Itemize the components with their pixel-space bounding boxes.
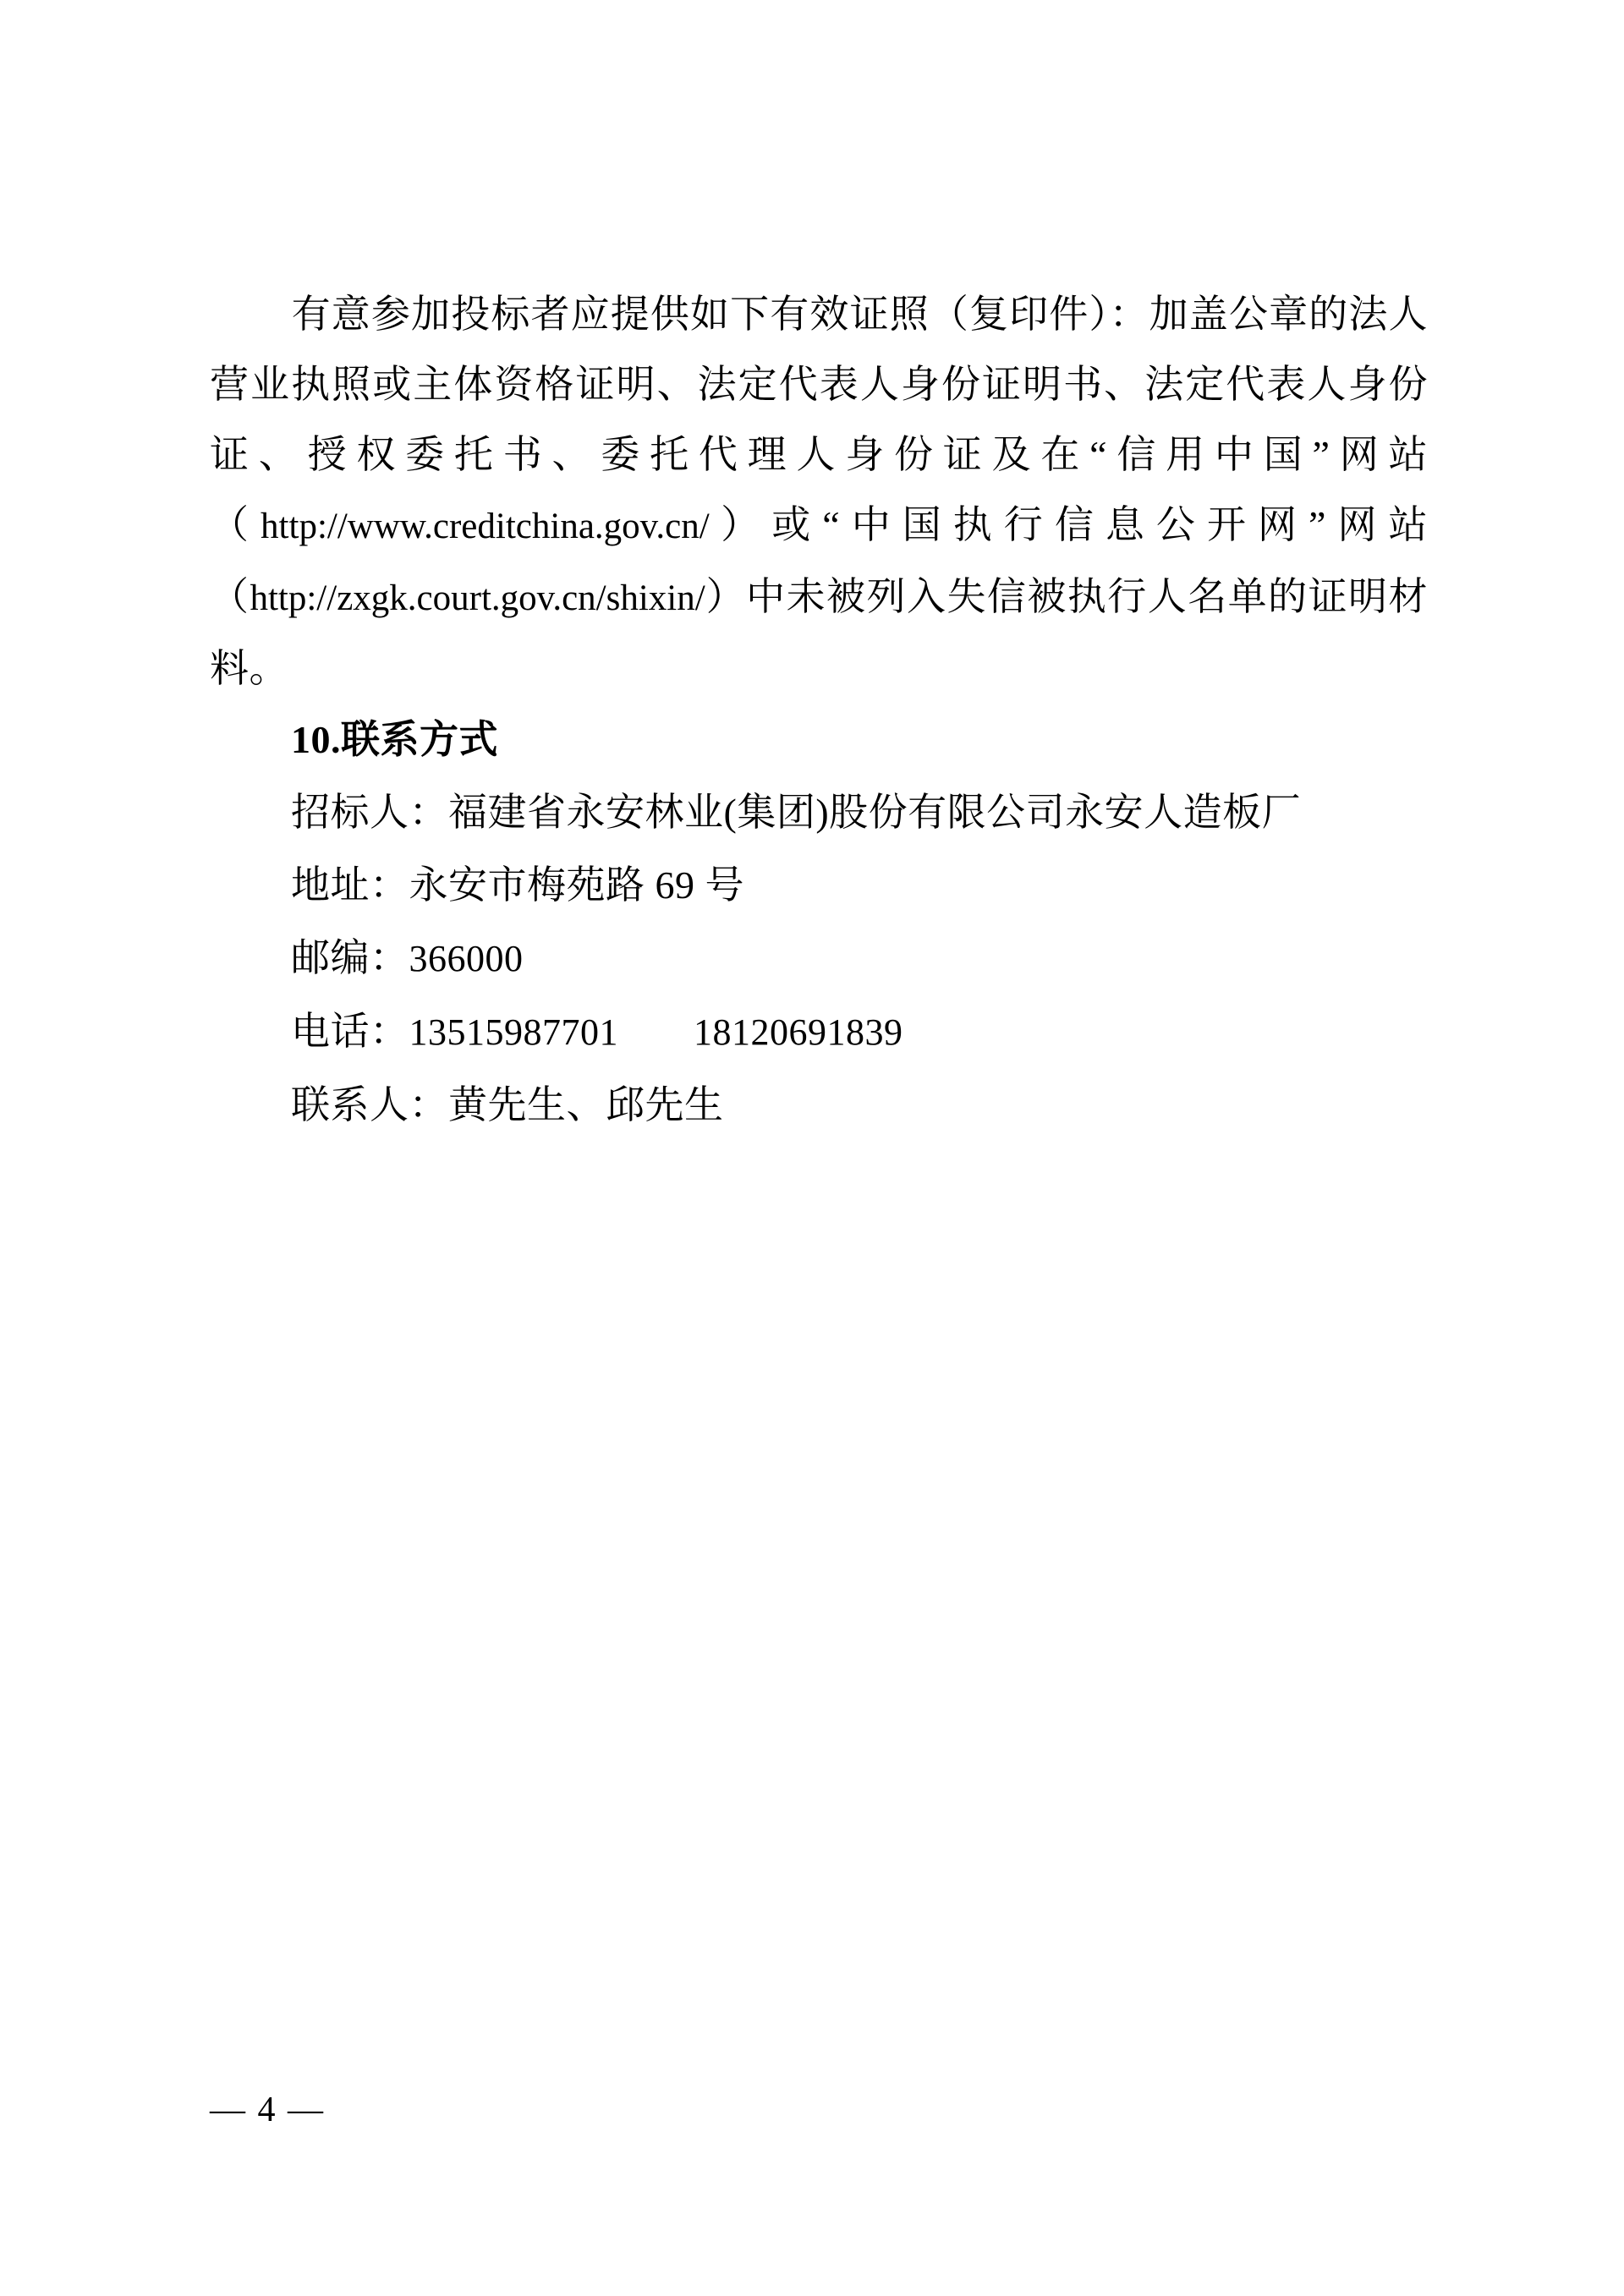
contact-value-tenderer: 福建省永安林业(集团)股份有限公司永安人造板厂 xyxy=(448,791,1302,834)
contact-label-person: 联系人： xyxy=(291,1083,448,1126)
contact-value-address: 永安市梅苑路 69 号 xyxy=(409,863,744,907)
contact-value-phone: 13515987701 18120691839 xyxy=(409,1011,903,1053)
zxgk-court-url: http://zxgk.court.gov.cn/shixin/ xyxy=(250,578,705,618)
section-title-contact: 10.联系方式 xyxy=(291,718,498,761)
contact-label-address: 地址： xyxy=(291,863,409,907)
contact-label-tenderer: 招标人： xyxy=(291,791,448,834)
paragraph-text-part2: ）或“中国执行信息公开网”网站（ xyxy=(210,503,1429,618)
contact-line-phone xyxy=(210,995,1428,1069)
page-content xyxy=(210,279,1428,1142)
contact-value-person: 黄先生、邱先生 xyxy=(448,1083,724,1126)
contact-line-address xyxy=(210,849,1428,922)
body-paragraph xyxy=(210,279,1428,704)
credit-china-url: http://www.creditchina.gov.cn/ xyxy=(261,507,710,546)
contact-value-postcode: 366000 xyxy=(409,938,524,979)
paragraph-text-part1: 有意参加投标者应提供如下有效证照（复印件）：加盖公章的法人营业执照或主体资格证明、法定代表人身份证明书、法定代表人身份证、授权委托书、委托代理人身份证及在“信用中国”网站（ xyxy=(210,293,1428,546)
contact-label-phone: 电话： xyxy=(291,1010,409,1053)
contact-line-postcode xyxy=(210,922,1428,995)
page-number: — 4 — xyxy=(210,2091,325,2129)
paragraph-text-part3: ）中未被列入失信被执行人名单的证明材料。 xyxy=(210,575,1429,690)
page-footer xyxy=(210,2090,1428,2130)
contact-label-postcode: 邮编： xyxy=(291,936,409,979)
contact-line-tenderer xyxy=(210,776,1428,849)
contact-line-person xyxy=(210,1069,1428,1142)
